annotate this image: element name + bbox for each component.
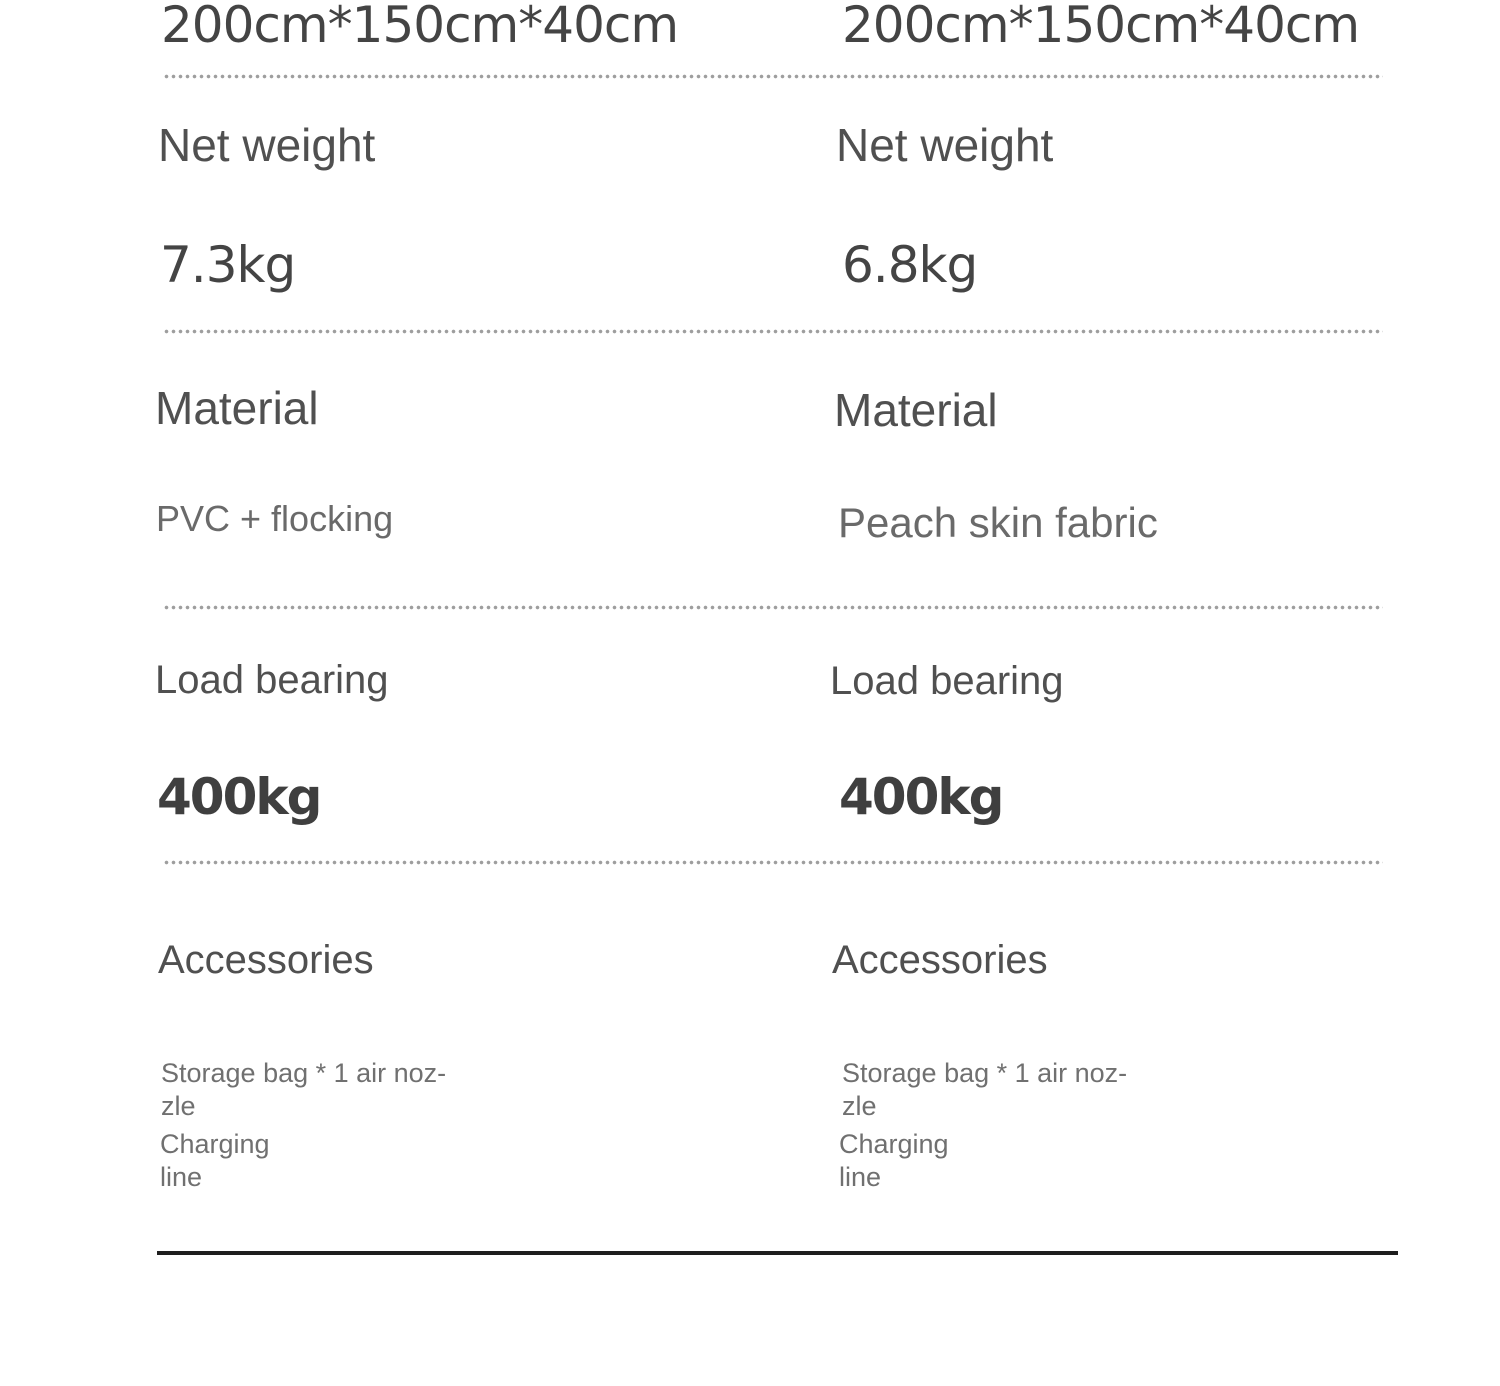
load-bearing-value-right: 400kg: [839, 768, 1003, 826]
divider-dotted: [163, 329, 1383, 334]
divider-dotted: [163, 605, 1383, 610]
material-label-right: Material: [834, 384, 998, 436]
net-weight-value-left: 7.3kg: [160, 236, 296, 294]
accessories-value-right-line: Charging: [839, 1129, 949, 1159]
size-value-right: 200cm*150cm*40cm: [842, 0, 1360, 54]
accessories-value-left-line: Storage bag * 1 air noz-: [161, 1058, 447, 1088]
accessories-value-right-line: Storage bag * 1 air noz-: [842, 1058, 1128, 1088]
accessories-value-left: [161, 1057, 446, 1123]
accessories-value-right-line: zle: [842, 1091, 877, 1121]
accessories-value-left-extra: [160, 1128, 270, 1194]
divider-dotted: [163, 74, 1383, 79]
net-weight-label-left: Net weight: [158, 119, 376, 171]
accessories-value-left-line: line: [160, 1162, 203, 1192]
load-bearing-value-left: 400kg: [157, 768, 321, 826]
accessories-value-left-line: Charging: [160, 1129, 270, 1159]
material-value-left: PVC + flocking: [156, 498, 394, 539]
bottom-rule: [157, 1251, 1398, 1255]
accessories-value-right-line: line: [839, 1162, 882, 1192]
load-bearing-label-left: Load bearing: [155, 658, 389, 702]
net-weight-value-right: 6.8kg: [842, 236, 978, 294]
size-value-left: 200cm*150cm*40cm: [161, 0, 679, 54]
accessories-value-left-line: zle: [161, 1091, 196, 1121]
load-bearing-label-right: Load bearing: [830, 659, 1064, 703]
accessories-value-right: [842, 1057, 1127, 1123]
net-weight-label-right: Net weight: [836, 119, 1054, 171]
accessories-label-right: Accessories: [832, 938, 1048, 982]
accessories-value-right-extra: [839, 1128, 949, 1194]
accessories-label-left: Accessories: [158, 938, 374, 982]
divider-dotted: [163, 860, 1383, 865]
material-value-right: Peach skin fabric: [838, 499, 1158, 546]
material-label-left: Material: [155, 382, 319, 434]
